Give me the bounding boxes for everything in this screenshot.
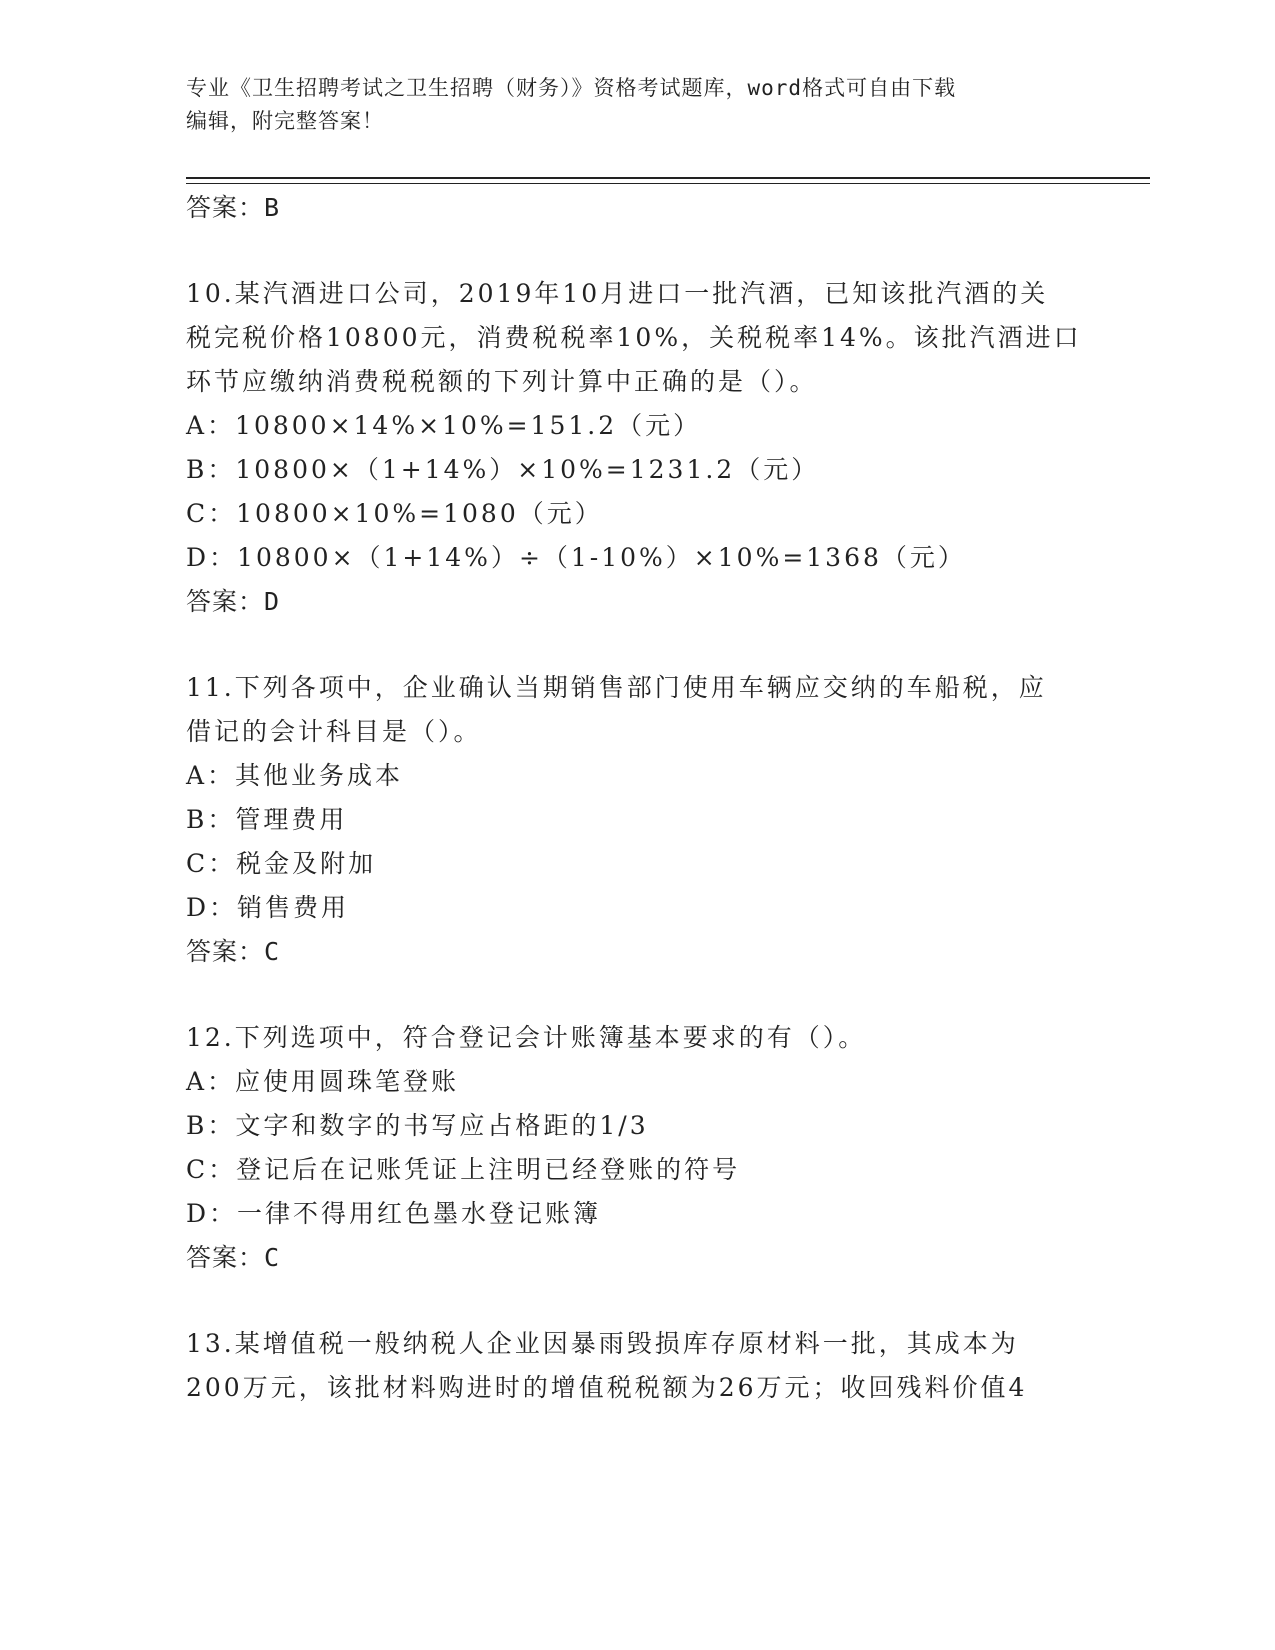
- q12-answer: 答案：C: [186, 1243, 281, 1272]
- q12-option-a: A：应使用圆珠笔登账: [186, 1067, 460, 1096]
- q10-option-a: A：10800×14%×10%=151.2（元）: [186, 411, 702, 440]
- header-divider: [186, 177, 1150, 179]
- q12-option-d: D：一律不得用红色墨水登记账簿: [186, 1199, 602, 1228]
- q10-option-d: D：10800×（1+14%）÷（1-10%）×10%=1368（元）: [186, 543, 966, 572]
- q10-answer: 答案：D: [186, 587, 281, 616]
- q11-option-a: A：其他业务成本: [186, 761, 404, 790]
- page-header: [186, 72, 1066, 138]
- q11-answer: 答案：C: [186, 937, 281, 966]
- header-line-2: 编辑，附完整答案！: [186, 109, 384, 133]
- q10-option-b: B：10800×（1+14%）×10%=1231.2（元）: [186, 455, 820, 484]
- answer-previous: 答案：B: [186, 193, 281, 222]
- q12-option-b: B：文字和数字的书写应占格距的1/3: [186, 1111, 649, 1140]
- q11-stem-line-1: 11.下列各项中，企业确认当期销售部门使用车辆应交纳的车船税，应: [186, 673, 1047, 702]
- q11-stem-line-2: 借记的会计科目是（）。: [186, 717, 482, 746]
- q11-option-b: B：管理费用: [186, 805, 348, 834]
- header-divider-thin: [186, 183, 1150, 184]
- q10-option-c: C：10800×10%=1080（元）: [186, 499, 603, 528]
- q11-option-d: D：销售费用: [186, 893, 350, 922]
- q10-stem-line-1: 10.某汽酒进口公司，2019年10月进口一批汽酒，已知该批汽酒的关: [186, 279, 1049, 308]
- q10-stem-line-2: 税完税价格10800元，消费税税率10%，关税税率14%。该批汽酒进口: [186, 323, 1082, 352]
- header-line-1: 专业《卫生招聘考试之卫生招聘（财务）》资格考试题库，word格式可自由下载: [186, 76, 957, 100]
- q10-stem-line-3: 环节应缴纳消费税税额的下列计算中正确的是（）。: [186, 367, 818, 396]
- q12-option-c: C：登记后在记账凭证上注明已经登账的符号: [186, 1155, 741, 1184]
- q13-stem-line-1: 13.某增值税一般纳税人企业因暴雨毁损库存原材料一批，其成本为: [186, 1329, 1019, 1358]
- q11-option-c: C：税金及附加: [186, 849, 377, 878]
- q13-stem-line-2: 200万元，该批材料购进时的增值税税额为26万元；收回残料价值4: [186, 1373, 1028, 1402]
- q12-stem-line-1: 12.下列选项中，符合登记会计账簿基本要求的有（）。: [186, 1023, 867, 1052]
